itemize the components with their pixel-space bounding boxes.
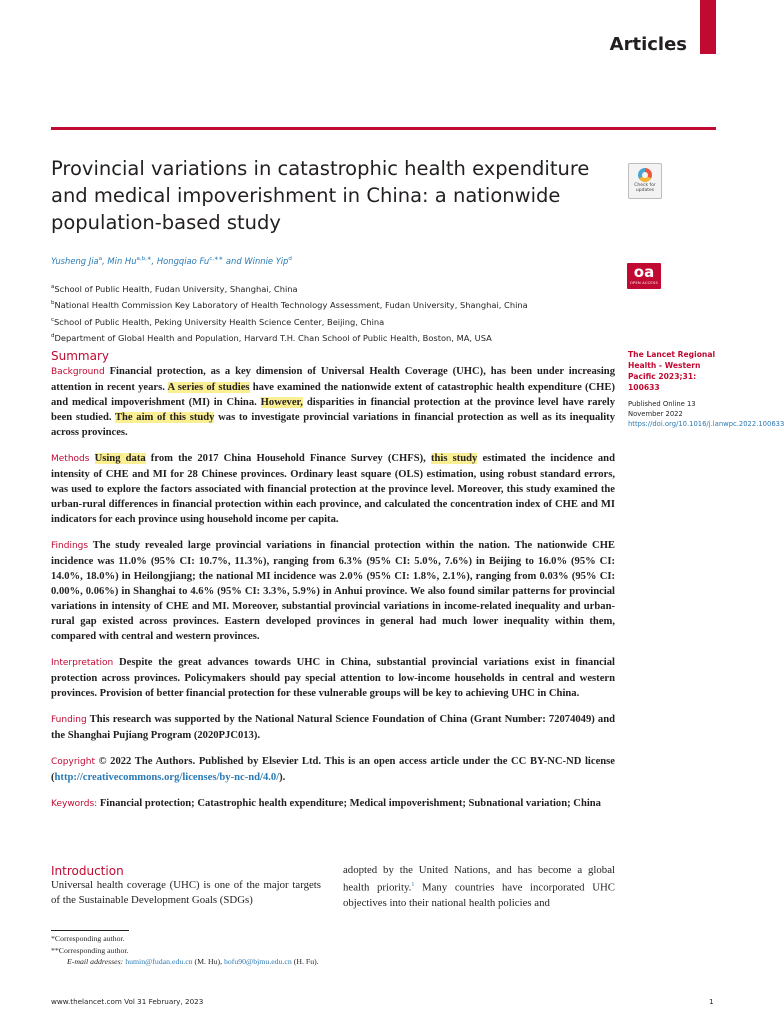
journal-citation: The Lancet Regional Health - Western Pacific 2023;31: 100633: [628, 350, 716, 392]
page-footer-journal: www.thelancet.com Vol 31 February, 2023: [51, 997, 204, 1006]
journal-corner-tab: [700, 0, 716, 54]
author-affiliation-mark: d: [288, 256, 292, 263]
affiliation-item: $^d$Department of Global Health and Population, Harvard T.H. Chan School of Public Health, Boston, MA, USA: [51, 332, 492, 343]
author-affiliation-mark: c,∗∗: [209, 256, 224, 263]
open-access-logo: oa: [633, 263, 655, 281]
article-title: Provincial variations in catastrophic health expenditure and medical impoverishment in China: a nationwide population-based study: [51, 157, 590, 234]
page-number: 1: [709, 997, 714, 1006]
abstract-findings: Findings The study revealed large provincial variations in financial protection within the nation. The nationwide CHE incidence was 11.0% (95% CI: 10.7%, 11.3%), ranging from 6.3% (95% CI: 5.0%, 7.6%) in Beijing to 16.0% (95% CI: 14.0%, 18.0%) in Heilongjiang; the national MI incidence was 2.0% (95% CI: 1.8%, 2.1%), ranging from 0.03% (95% CI: 0.00%, 0.06%) in Shanghai to 4.6% (95% CI: 3.3%, 5.9%) in Anhui province. We also found similar patterns for provincial variations in intensity of CHE and MI. Moreover, substantial provincial variations in income-related inequality and urban-rural gap existed across provinces. Eastern developed provinces in general had much lower inequality within them, compared with central and western provinces.: [51, 540, 615, 642]
corresponding-author-note: **Corresponding author.: [51, 945, 129, 955]
abstract-label: Funding: [51, 715, 87, 725]
highlight: The aim of this study: [114, 412, 215, 423]
reference-marker[interactable]: 1: [411, 882, 415, 888]
author-name[interactable]: Yusheng Jia: [51, 256, 99, 266]
highlight: A series of studies: [167, 382, 250, 393]
abstract-keywords: Keywords: Financial protection; Catastrophic health expenditure; Medical impoverishment; Subnational variation; China: [51, 798, 601, 809]
abstract-interpretation: Interpretation Despite the great advances towards UHC in China, substantial provincial variations exist in financial protection across provinces. Policymakers should pay special attention to low-income households in central and western provinces. Provision of better financial protection for these vulnerable groups will be key to achieving UHC in China.: [51, 657, 615, 699]
abstract-label: Findings: [51, 541, 89, 551]
license-link[interactable]: http://creativecommons.org/licenses/by-nc-nd/4.0/: [54, 772, 280, 783]
published-date: Published Online 13 November 2022: [628, 400, 696, 418]
author-affiliation-mark: a: [98, 256, 103, 263]
abstract: [51, 364, 615, 823]
doi-link[interactable]: https://doi.org/10.1016/j.lanwpc.2022.100633: [628, 420, 784, 428]
open-access-sublabel: OPEN ACCESS: [630, 281, 658, 285]
check-for-updates-badge[interactable]: [628, 163, 662, 199]
body-text-column-2: adopted by the United Nations, and has become a global health priority.$^1$ Many countries have incorporated UHC objectives into their national health policies and: [343, 864, 615, 909]
author-name[interactable]: Min Hu: [107, 256, 137, 266]
open-access-badge: [627, 263, 661, 289]
highlight: However,: [260, 397, 303, 408]
affiliation-item: $^b$National Health Commission Key Laboratory of Health Technology Assessment, Fudan University, Shanghai, China: [51, 300, 528, 311]
abstract-label: Methods: [51, 454, 90, 464]
affiliation-list: [51, 280, 528, 345]
author-list: Yusheng Jia$^a$, Min $Hu^{a,b,∗}$, Hongqiao $Fu^{c,∗∗}$ and Winnie Yip$^d$: [51, 256, 292, 266]
corresponding-author-note: *Corresponding author.: [51, 934, 125, 943]
summary-heading: Summary: [51, 349, 109, 363]
introduction-heading: Introduction: [51, 864, 124, 878]
abstract-methods: Methods Using data from the 2017 China Household Finance Survey (CHFS), this study estimated the incidence and intensity of CHE and MI for 28 Chinese provinces. Ordinary least square (OLS) estimation, using robust standard errors, was used to explore the factors associated with financial protection at the province level. Moreover, this study examined the urban-rural differences in financial protection within each province, and calculated the concentration index of CHE and MI indicators for each province using household income per capita.: [51, 453, 615, 525]
author-conjunction: and: [225, 256, 242, 266]
footnotes: [51, 933, 319, 968]
body-text-column-1: Universal health coverage (UHC) is one of the major targets of the Sustainable Development Goals (SDGs): [51, 879, 321, 906]
keywords-label: Keywords:: [51, 799, 98, 809]
author-name[interactable]: Hongqiao Fu: [156, 256, 210, 266]
abstract-background: Background Financial protection, as a key dimension of Universal Health Coverage (UHC), has been under increasing attention in recent years. A series of studies have examined the nationwide extent of catastrophic health expenditure (CHE) and medical impoverishment (MI) in China. However, disparities in financial protection at the province level have rarely been studied. The aim of this study was to investigate provincial variations in financial protection as well as its inequality across provinces.: [51, 366, 615, 438]
author-name[interactable]: Winnie Yip: [244, 256, 289, 266]
highlight: Using data: [94, 453, 146, 464]
author-affiliation-mark: a,b,∗: [136, 256, 152, 263]
crossmark-icon: [638, 168, 652, 182]
header-rule: [51, 127, 716, 130]
affiliation-item: $^a$School of Public Health, Fudan University, Shanghai, China: [51, 283, 298, 294]
email-addresses: E-mail addresses: humin@fudan.edu.cn (M. Hu), hofu90@bjmu.edu.cn (H. Fu).: [67, 957, 319, 966]
highlight: this study: [430, 453, 478, 464]
affiliation-item: $^c$School of Public Health, Peking University Health Science Center, Beijing, China: [51, 316, 385, 327]
abstract-label: Interpretation: [51, 658, 114, 668]
email-link[interactable]: humin@fudan.edu.cn: [125, 957, 193, 966]
section-label: Articles: [609, 34, 687, 55]
article-info-sidebar: [628, 349, 784, 429]
abstract-funding: Funding This research was supported by the National Natural Science Foundation of China (Grant Number: 72074049) and the Shanghai Pujiang Program (2020PJC013).: [51, 714, 615, 741]
check-for-updates-label: Check for updates: [634, 183, 656, 193]
abstract-label: Background: [51, 367, 105, 377]
footnote-rule: [51, 930, 129, 931]
abstract-copyright: Copyright © 2022 The Authors. Published by Elsevier Ltd. This is an open access article under the CC BY-NC-ND license (http://creativecommons.org/licenses/by-nc-nd/4.0/).: [51, 756, 615, 783]
abstract-label: Copyright: [51, 757, 95, 767]
email-link[interactable]: hofu90@bjmu.edu.cn: [223, 957, 292, 966]
